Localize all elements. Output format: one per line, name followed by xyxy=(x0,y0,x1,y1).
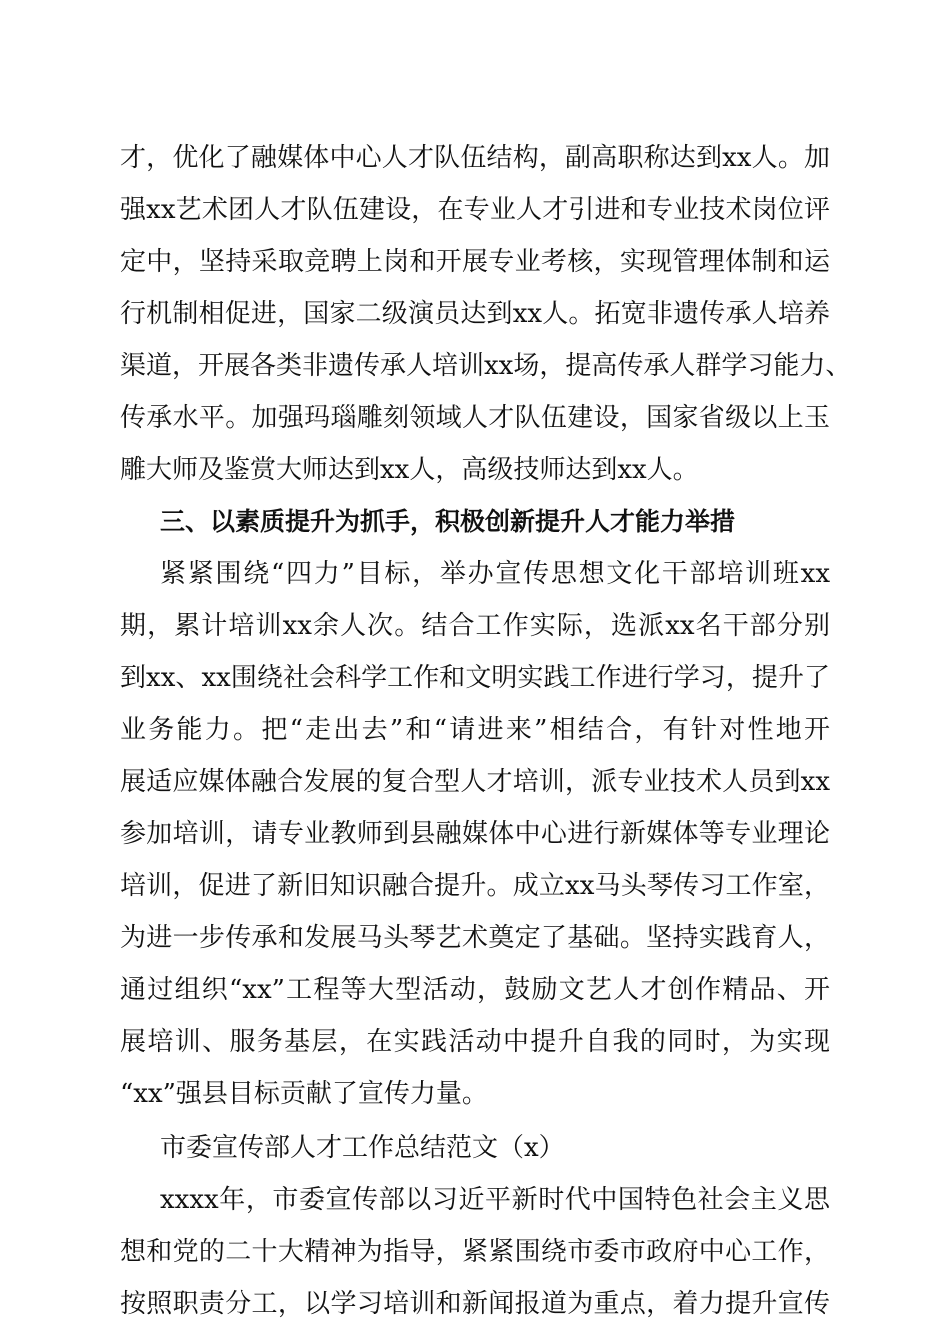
paragraph-line: 紧紧围绕“四力”目标，举办宣传思想文化干部培训班xx xyxy=(160,559,830,589)
paragraph-line: 行机制相促进，国家二级演员达到xx人。拓宽非遗传承人培养 xyxy=(120,299,830,329)
paragraph-line: 培训，促进了新旧知识融合提升。成立xx马头琴传习工作室， xyxy=(120,871,830,901)
paragraph-line: 通过组织“xx”工程等大型活动，鼓励文艺人才创作精品、开 xyxy=(120,975,830,1005)
paragraph-line: 展适应媒体融合发展的复合型人才培训，派专业技术人员到xx xyxy=(120,767,830,797)
paragraph-line: 为进一步传承和发展马头琴艺术奠定了基础。坚持实践育人， xyxy=(120,923,830,953)
paragraph-line: xxxx年，市委宣传部以习近平新时代中国特色社会主义思 xyxy=(160,1185,830,1215)
paragraph-line: 按照职责分工，以学习培训和新闻报道为重点，着力提升宣传 xyxy=(120,1289,830,1319)
paragraph-line: 雕大师及鉴赏大师达到xx人，高级技师达到xx人。 xyxy=(120,455,699,485)
paragraph-line: 业务能力。把“走出去”和“请进来”相结合，有针对性地开 xyxy=(120,715,830,745)
paragraph-line: 参加培训，请专业教师到县融媒体中心进行新媒体等专业理论 xyxy=(120,819,830,849)
paragraph-line: 传承水平。加强玛瑙雕刻领域人才队伍建设，国家省级以上玉 xyxy=(120,403,830,433)
paragraph-line: 展培训、服务基层，在实践活动中提升自我的同时，为实现 xyxy=(120,1027,830,1057)
paragraph-line: 渠道，开展各类非遗传承人培训xx场，提高传承人群学习能力、 xyxy=(120,351,852,381)
paragraph-line: 强xx艺术团人才队伍建设，在专业人才引进和专业技术岗位评 xyxy=(120,195,830,225)
section-heading: 三、以素质提升为抓手，积极创新提升人才能力举措 xyxy=(160,507,736,536)
paragraph-line: 到xx、xx围绕社会科学工作和文明实践工作进行学习，提升了 xyxy=(120,663,830,693)
paragraph-line: 想和党的二十大精神为指导，紧紧围绕市委市政府中心工作， xyxy=(120,1237,830,1267)
paragraph-line: 定中，坚持采取竞聘上岗和开展专业考核，实现管理体制和运 xyxy=(120,247,830,277)
paragraph-line: 才，优化了融媒体中心人才队伍结构，副高职称达到xx人。加 xyxy=(120,143,830,173)
document-subtitle: 市委宣传部人才工作总结范文（x） xyxy=(160,1133,565,1163)
paragraph-line: 期，累计培训xx余人次。结合工作实际，选派xx名干部分别 xyxy=(120,611,830,641)
paragraph-line: “xx”强县目标贡献了宣传力量。 xyxy=(120,1079,488,1109)
